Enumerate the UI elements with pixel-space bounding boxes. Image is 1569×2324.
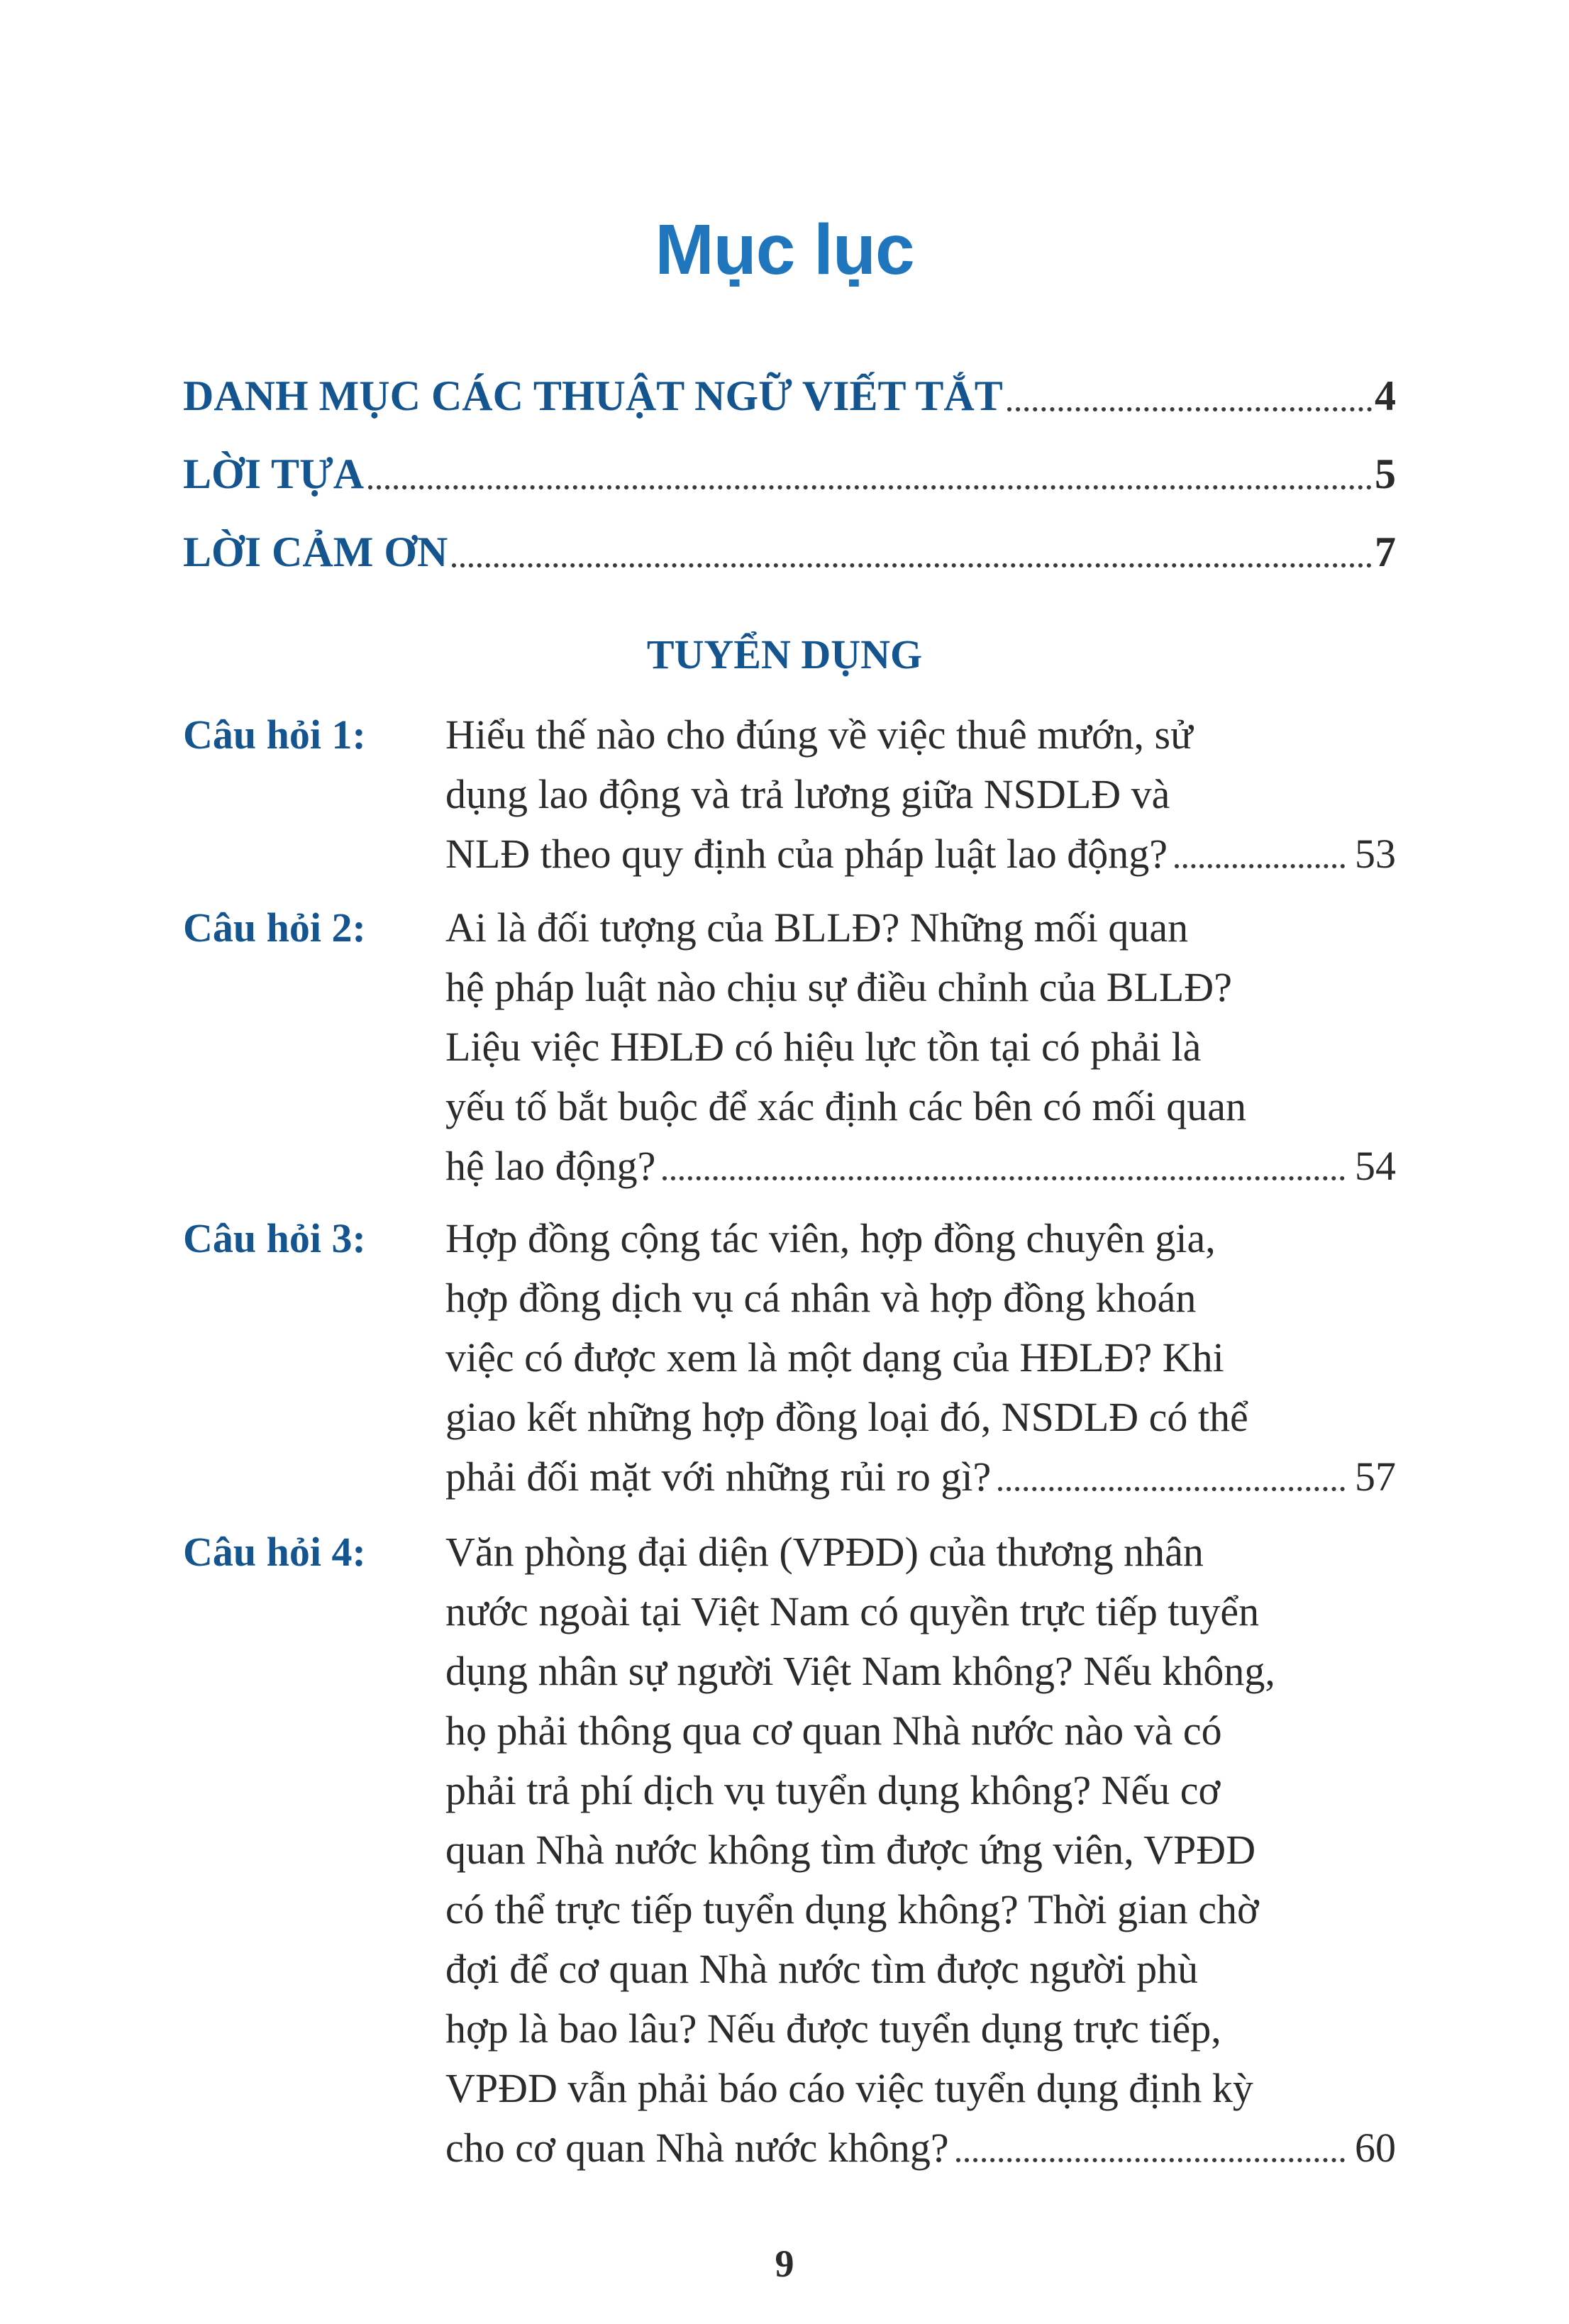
question-line: quan Nhà nước không tìm được ứng viên, VPĐD — [445, 1827, 1256, 1873]
question-last-line — [445, 824, 1396, 884]
question-label: Câu hỏi 3: — [183, 1215, 366, 1261]
question-line: Ai là đối tượng của BLLĐ? Những mối quan — [445, 904, 1189, 951]
dot-leader — [662, 1176, 1345, 1180]
dot-leader — [368, 485, 1372, 489]
toc-entry-page: 5 — [1375, 450, 1396, 497]
question-line: yếu tố bắt buộc để xác định các bên có mối quan — [445, 1083, 1246, 1129]
toc-entry-abbreviations[interactable] — [183, 370, 1396, 421]
page-number: 9 — [775, 2242, 794, 2285]
question-last-line — [445, 2118, 1396, 2178]
question-line: dụng nhân sự người Việt Nam không? Nếu không, — [445, 1648, 1275, 1694]
page-title: Mục lục — [655, 210, 914, 289]
question-last-line — [445, 1447, 1396, 1507]
question-page: 57 — [1355, 1454, 1396, 1500]
toc-entry-label: DANH MỤC CÁC THUẬT NGỮ VIẾT TẮT — [183, 372, 1003, 419]
dot-leader — [452, 563, 1372, 568]
question-line: hợp đồng dịch vụ cá nhân và hợp đồng khoán — [445, 1275, 1197, 1321]
dot-leader — [1175, 864, 1345, 868]
question-line: dụng lao động và trả lương giữa NSDLĐ và — [445, 771, 1170, 817]
question-line: cho cơ quan Nhà nước không? — [445, 2125, 949, 2171]
question-label: Câu hỏi 1: — [183, 712, 366, 758]
question-text — [445, 1522, 1396, 2178]
question-line: NLĐ theo quy định của pháp luật lao động? — [445, 831, 1168, 877]
question-text — [445, 705, 1396, 884]
question-line: đợi để cơ quan Nhà nước tìm được người phù — [445, 1946, 1199, 1992]
question-line: Liệu việc HĐLĐ có hiệu lực tồn tại có phải là — [445, 1024, 1202, 1070]
toc-entry-label: LỜI CẢM ƠN — [183, 529, 448, 575]
question-text — [445, 1209, 1396, 1507]
toc-entry-acknowledgements[interactable] — [183, 526, 1396, 577]
toc-entry-label: LỜI TỰA — [183, 450, 365, 497]
question-line: hệ pháp luật nào chịu sự điều chỉnh của BLLĐ? — [445, 964, 1232, 1010]
dot-leader — [956, 2158, 1345, 2162]
question-line: hệ lao động? — [445, 1143, 656, 1189]
question-page: 54 — [1355, 1143, 1396, 1189]
dot-leader — [1007, 407, 1372, 411]
question-line: phải trả phí dịch vụ tuyển dụng không? Nếu cơ — [445, 1767, 1221, 1813]
question-line: hợp là bao lâu? Nếu được tuyển dụng trực tiếp, — [445, 2005, 1221, 2052]
question-line: việc có được xem là một dạng của HĐLĐ? Khi — [445, 1334, 1224, 1380]
section-heading: TUYỂN DỤNG — [646, 631, 923, 677]
question-label: Câu hỏi 2: — [183, 904, 366, 951]
dot-leader — [998, 1487, 1345, 1491]
toc-entry-page: 4 — [1375, 372, 1396, 419]
question-line: Văn phòng đại diện (VPĐD) của thương nhân — [445, 1529, 1204, 1575]
question-line: Hợp đồng cộng tác viên, hợp đồng chuyên gia, — [445, 1215, 1216, 1261]
question-line: giao kết những hợp đồng loại đó, NSDLĐ có thể — [445, 1394, 1248, 1440]
question-last-line — [445, 1136, 1396, 1196]
toc-entry-preface[interactable] — [183, 448, 1396, 499]
question-page: 53 — [1355, 831, 1396, 877]
question-line: phải đối mặt với những rủi ro gì? — [445, 1454, 992, 1500]
question-line: nước ngoài tại Việt Nam có quyền trực tiếp tuyển — [445, 1588, 1260, 1634]
question-line: Hiểu thế nào cho đúng về việc thuê mướn, sử — [445, 712, 1193, 758]
question-page: 60 — [1355, 2125, 1396, 2171]
question-line: họ phải thông qua cơ quan Nhà nước nào và có — [445, 1708, 1222, 1754]
question-text — [445, 898, 1396, 1196]
question-label: Câu hỏi 4: — [183, 1529, 366, 1575]
toc-entry-page: 7 — [1375, 529, 1396, 575]
question-line: có thể trực tiếp tuyển dụng không? Thời gian chờ — [445, 1886, 1259, 1932]
question-line: VPĐD vẫn phải báo cáo việc tuyển dụng định kỳ — [445, 2065, 1253, 2111]
